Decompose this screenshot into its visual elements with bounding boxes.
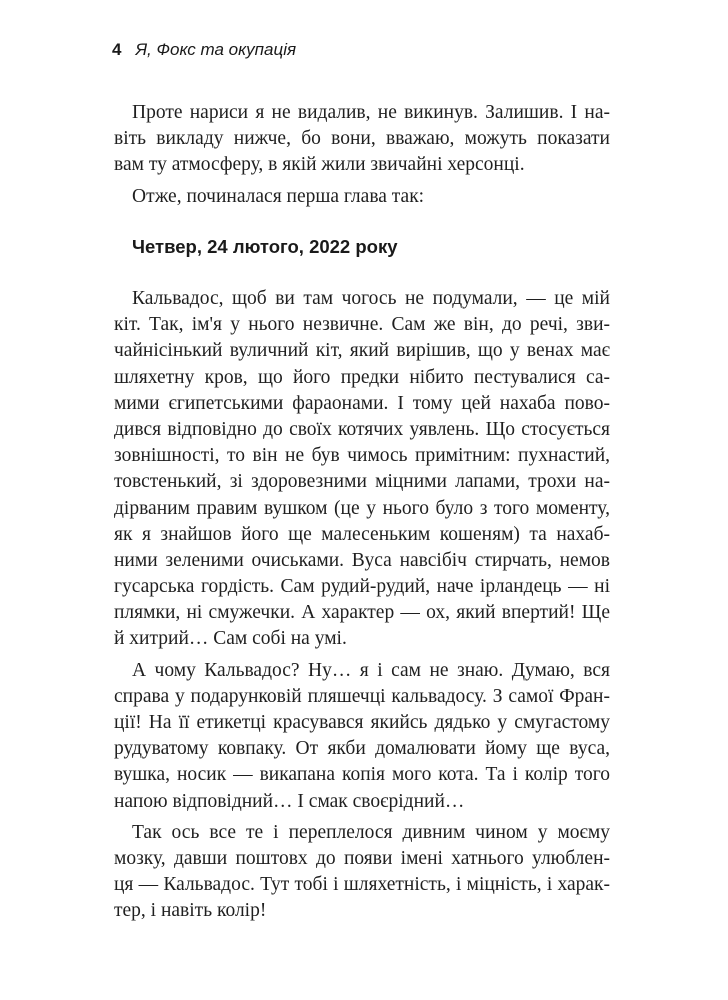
text-line: справа у подарунковій пляшечці кальвадосу. З самої Фран- [114, 685, 610, 707]
text-line: Так ось все те і переплелося дивним чином у моєму [132, 821, 610, 843]
text-line: напою відповідний… І смак своєрідний… [114, 790, 465, 812]
text-line: дився відповідно до своїх котячих уявлень. Що стосується [114, 418, 610, 440]
text-line: дірваним правим вушком (це у нього було з того моменту, [114, 497, 610, 519]
text-line: вушка, носик — викапана копія мого кота. Та і колір того [114, 764, 610, 786]
text-line: мими єгипетськими фараонами. І тому цей нахаба пово- [114, 392, 610, 414]
text-line: А чому Кальвадос? Ну… я і сам не знаю. Думаю, вся [132, 659, 610, 681]
text-line: ця — Кальвадос. Тут тобі і шляхетність, і міцність, і харак- [114, 874, 610, 896]
text-line: гусарська гордість. Сам рудий-рудий, наче ірландець — ні [114, 576, 610, 598]
text-line: ції! На її етикетці красувався якийсь дядько у смугастому [114, 712, 610, 733]
text-line: плямки, ні смужечки. А характер — ох, який впертий! Ще [114, 602, 610, 624]
text-line: Кальвадос, щоб ви там чогось не подумали, — це мій [132, 288, 610, 309]
body-paragraphs [114, 286, 610, 925]
text-line: й хитрий… Сам собі на умі. [114, 628, 347, 650]
running-head [112, 40, 296, 68]
section-heading: Четвер, 24 лютого, 2022 року [132, 236, 398, 257]
text-line: ними зеленими очиськами. Вуса навсібіч стирчать, немов [114, 549, 610, 571]
text-line: товстенький, зі здоровезними міцними лапами, трохи на- [114, 471, 610, 493]
running-head-title: Я, Фокс та окупація [135, 40, 297, 59]
text-line: Проте нариси я не видалив, не викинув. Залишив. І на- [132, 102, 610, 123]
text-line: чайнісінький вуличний кіт, який вирішив, що у венах має [114, 340, 610, 362]
text-line: тер, і навіть колір! [114, 900, 267, 922]
text-line: мозку, давши поштовх до появи імені хатнього улюблен- [114, 847, 610, 869]
text-line: як я знайшов його ще малесеньким кошеням) та нахаб- [114, 523, 610, 545]
intro-paragraphs [114, 100, 610, 210]
text-line: кіт. Так, ім'я у нього незвичне. Сам же він, до речі, зви- [114, 314, 610, 336]
page-number: 4 [112, 40, 122, 59]
text-line: вам ту атмосферу, в якій жили звичайні херсонці. [114, 154, 525, 176]
text-line: шляхетну кров, що його предки нібито пестувалися са- [114, 366, 610, 388]
text-line: Отже, починалася перша глава так: [132, 185, 425, 207]
text-line: зовнішності, то він не був чимось примітним: пухнастий, [114, 445, 610, 467]
text-line: рудуватому ковпаку. От якби домалювати йому ще вуса, [114, 738, 610, 760]
text-line: віть викладу нижче, бо вони, вважаю, можуть показати [114, 128, 610, 150]
